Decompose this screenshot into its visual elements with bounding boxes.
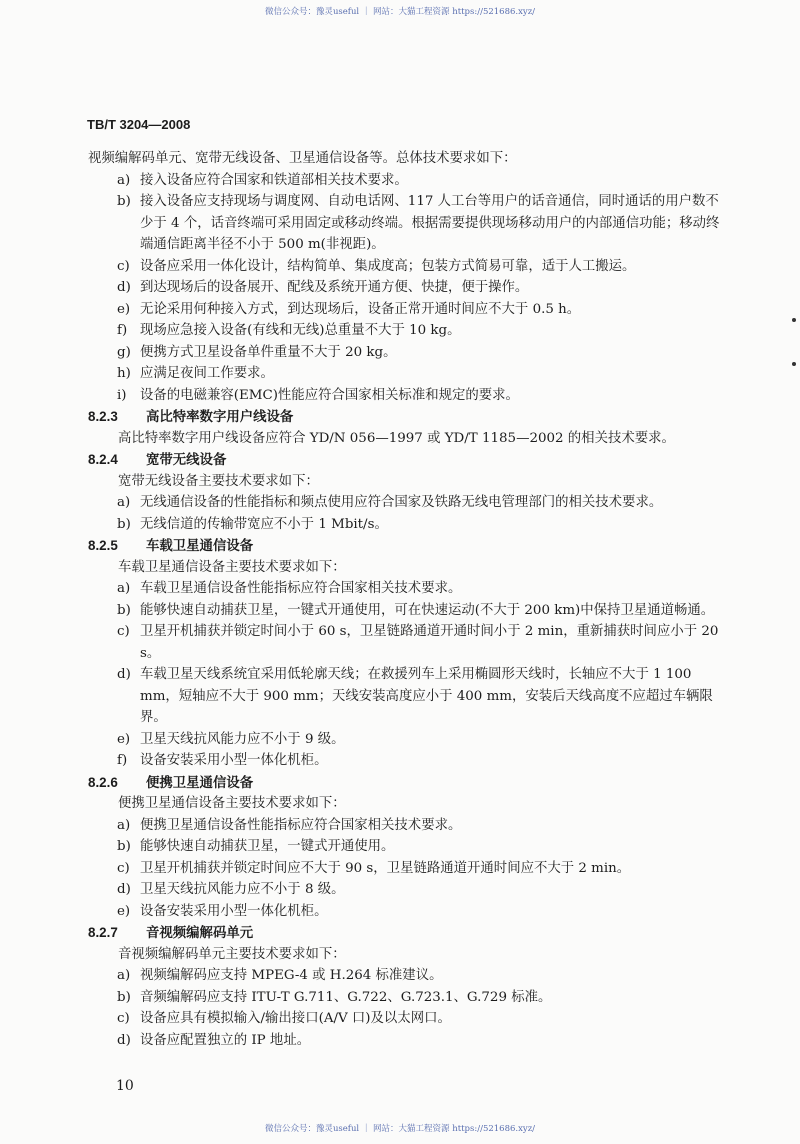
list-item [88, 621, 728, 664]
list-item-label: a) [117, 968, 131, 983]
scan-mark [792, 318, 796, 322]
list-item [88, 965, 728, 987]
list-item-text: 能够快速自动捕获卫星，一键式开通使用。 [140, 839, 395, 854]
section-lead: 音视频编解码单元主要技术要求如下： [118, 946, 346, 962]
list-item-label: a) [117, 581, 131, 596]
list-item-label: e) [117, 903, 131, 919]
list-item-label: c) [117, 624, 130, 639]
section-title: 便携卫星通信设备 [146, 774, 254, 790]
list-item-label: a) [117, 172, 131, 188]
section-title: 车载卫星通信设备 [146, 538, 254, 553]
watermark-bottom: 微信公众号：豫灵useful ｜ 网站：大猫工程资源 https://521686.xyz/ [264, 1124, 536, 1134]
list-item-label: g) [117, 344, 131, 360]
standard-number: TB/T 3204—2008 [87, 117, 191, 132]
list-item-text: 设备安装采用小型一体化机柜。 [140, 903, 328, 919]
section-number: 8.2.4 [88, 452, 118, 467]
list-item-text: 设备应采用一体化设计，结构简单、集成度高；包装方式简易可靠，适于人工搬运。 [140, 258, 636, 274]
sections [88, 406, 728, 1051]
list-item-text: 设备安装采用小型一体化机柜。 [140, 753, 328, 768]
general-requirements-list [88, 170, 728, 407]
section-number: 8.2.6 [88, 774, 118, 790]
list-item [88, 879, 728, 901]
page-number: 10 [116, 1078, 134, 1094]
section-heading [88, 449, 728, 471]
list-item-label: d) [117, 1032, 131, 1048]
intro-paragraph: 视频编解码单元、宽带无线设备、卫星通信设备等。总体技术要求如下： [88, 151, 517, 166]
list-item [88, 987, 728, 1009]
list-item [88, 750, 728, 772]
list-item-label: d) [117, 882, 131, 897]
section-heading [88, 772, 728, 794]
list-item [88, 492, 728, 514]
list-item-label: f) [117, 323, 128, 338]
section-lead: 高比特率数字用户线设备应符合 YD/N 056—1997 或 YD/T 1185—2002 的相关技术要求。 [118, 430, 675, 446]
section-number: 8.2.7 [88, 925, 118, 940]
list-item-text: 卫星开机捕获并锁定时间小于 60 s，卫星链路通道开通时间小于 2 min，重新捕获时间应小于 20 s。 [140, 624, 719, 661]
scan-mark [792, 362, 796, 366]
section-heading [88, 922, 728, 944]
list-item-text: 无线通信设备的性能指标和频点使用应符合国家及铁路无线电管理部门的相关技术要求。 [140, 495, 663, 510]
list-item [88, 1030, 728, 1052]
list-item-text: 能够快速自动捕获卫星，一键式开通使用，可在快速运动(不大于 200 km)中保持卫星通道畅通。 [140, 602, 715, 618]
list-item [88, 858, 728, 880]
list-item-text: 便携方式卫星设备单件重量不大于 20 kg。 [140, 344, 397, 360]
list-item-label: e) [117, 301, 131, 317]
list-item-label: b) [117, 602, 131, 618]
list-item-text: 车载卫星天线系统宜采用低轮廓天线；在救援列车上采用椭圆形天线时，长轴应不大于 1 100 mm，短轴应不大于 900 mm；天线安装高度应小于 400 mm，安装后天线高度不应超过车辆限界。 [140, 667, 713, 725]
list-item [88, 815, 728, 837]
list-item-text: 接入设备应支持现场与调度网、自动电话网、117 人工台等用户的话音通信，同时通话的用户数不少于 4 个，话音终端可采用固定或移动终端。根据需要提供现场移动用户的内部通信功能；移动终端通信距离半径不小于 500 m(非视距)。 [140, 194, 720, 252]
list-item [88, 363, 728, 385]
list-item-text: 卫星开机捕获并锁定时间应不大于 90 s，卫星链路通道开通时间应不大于 2 min。 [140, 860, 631, 876]
list-item-text: 设备应配置独立的 IP 地址。 [140, 1032, 311, 1048]
section-heading [88, 406, 728, 428]
list-item-text: 设备的电磁兼容(EMC)性能应符合国家相关标准和规定的要求。 [140, 387, 519, 403]
list-item [88, 664, 728, 729]
section-title: 音视频编解码单元 [146, 925, 254, 940]
section-title: 高比特率数字用户线设备 [146, 409, 294, 424]
list-item-label: b) [117, 516, 131, 532]
list-item-label: d) [117, 667, 131, 682]
section-title: 宽带无线设备 [146, 452, 227, 467]
list-item-label: b) [117, 989, 131, 1005]
section-number: 8.2.5 [88, 538, 118, 553]
section-lead: 宽带无线设备主要技术要求如下： [118, 473, 319, 489]
list-item-label: d) [117, 280, 131, 295]
list-item-label: a) [117, 817, 131, 833]
list-item-text: 无论采用何种接入方式，到达现场后，设备正常开通时间应不大于 0.5 h。 [140, 301, 581, 317]
list-item [88, 299, 728, 321]
section-lead: 便携卫星通信设备主要技术要求如下： [118, 796, 346, 811]
document-body [88, 148, 728, 1051]
list-item-label: i) [117, 387, 127, 403]
list-item-text: 音频编解码应支持 ITU-T G.711、G.722、G.723.1、G.729 标准。 [140, 989, 552, 1005]
list-item-label: e) [117, 731, 131, 747]
list-item [88, 600, 728, 622]
list-item-text: 车载卫星通信设备性能指标应符合国家相关技术要求。 [140, 581, 462, 596]
list-item [88, 578, 728, 600]
list-item-label: c) [117, 258, 130, 274]
list-item-label: b) [117, 194, 131, 209]
section-lead: 车载卫星通信设备主要技术要求如下： [118, 559, 346, 575]
list-item [88, 1008, 728, 1030]
list-item-text: 无线信道的传输带宽应不小于 1 Mbit/s。 [140, 516, 388, 532]
list-item [88, 256, 728, 278]
list-item [88, 836, 728, 858]
section-heading [88, 535, 728, 557]
list-item-label: a) [117, 495, 131, 510]
list-item [88, 342, 728, 364]
section-number: 8.2.3 [88, 409, 118, 424]
list-item-label: b) [117, 839, 131, 854]
list-item-text: 到达现场后的设备展开、配线及系统开通方便、快捷，便于操作。 [140, 280, 529, 295]
watermark-top: 微信公众号：豫灵useful ｜ 网站：大猫工程资源 https://521686.xyz/ [264, 7, 536, 17]
list-item-text: 便携卫星通信设备性能指标应符合国家相关技术要求。 [140, 817, 462, 833]
list-item-text: 应满足夜间工作要求。 [140, 366, 274, 381]
list-item-text: 现场应急接入设备(有线和无线)总重量不大于 10 kg。 [140, 323, 461, 338]
list-item-label: c) [117, 1011, 130, 1026]
list-item-text: 接入设备应符合国家和铁道部相关技术要求。 [140, 172, 408, 188]
list-item [88, 901, 728, 923]
list-item-text: 设备应具有模拟输入/输出接口(A/V 口)及以太网口。 [140, 1011, 451, 1026]
list-item-text: 视频编解码应支持 MPEG-4 或 H.264 标准建议。 [140, 968, 443, 983]
list-item [88, 320, 728, 342]
list-item [88, 170, 728, 192]
list-item-text: 卫星天线抗风能力应不小于 9 级。 [140, 731, 345, 747]
list-item [88, 191, 728, 256]
list-item [88, 385, 728, 407]
list-item [88, 514, 728, 536]
list-item-label: f) [117, 753, 128, 768]
list-item [88, 729, 728, 751]
list-item-label: h) [117, 366, 131, 381]
list-item-text: 卫星天线抗风能力应不小于 8 级。 [140, 882, 345, 897]
list-item [88, 277, 728, 299]
list-item-label: c) [117, 860, 130, 876]
